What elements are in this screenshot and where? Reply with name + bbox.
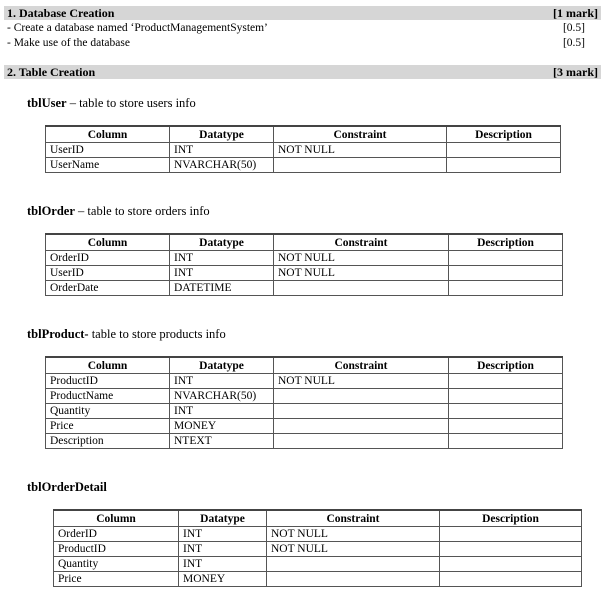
header-constraint: Constraint [274,357,449,374]
table-row [54,572,582,587]
table-row [46,143,561,158]
table-tblorderdetail [53,509,582,587]
cell-description [449,374,563,389]
cell-description [440,557,582,572]
header-description: Description [449,234,563,251]
cell-datatype: INT [179,527,267,542]
header-constraint: Constraint [274,126,447,143]
cell-column: UserID [46,266,170,281]
table-tblorder [45,233,563,296]
cell-column: Quantity [46,404,170,419]
header-datatype: Datatype [170,126,274,143]
cell-column: UserName [46,158,170,173]
cell-column: ProductName [46,389,170,404]
cell-constraint [274,419,449,434]
section-1-title: 1. Database Creation [7,6,115,20]
cell-description [449,434,563,449]
cell-description [449,389,563,404]
table-caption: – table to store orders info [74,204,210,218]
table-tblproduct [45,356,563,449]
header-datatype: Datatype [170,357,274,374]
task-use-database-score: [0.5] [562,37,585,49]
cell-constraint: NOT NULL [274,266,449,281]
table-row [46,158,561,173]
cell-datatype: INT [170,143,274,158]
task-create-database: - Create a database named ‘ProductManagementSystem’ [7,22,268,34]
cell-column: ProductID [46,374,170,389]
header-datatype: Datatype [170,234,274,251]
cell-description [449,266,563,281]
cell-constraint: NOT NULL [267,527,440,542]
cell-description [449,404,563,419]
cell-constraint [274,281,449,296]
table-name: tblUser [27,96,67,110]
section-2-marks: [3 mark] [553,65,598,79]
table-row [46,389,563,404]
header-column: Column [46,126,170,143]
cell-description [440,572,582,587]
cell-column: OrderID [46,251,170,266]
table-row [54,557,582,572]
cell-datatype: DATETIME [170,281,274,296]
table-row [46,374,563,389]
cell-description [440,527,582,542]
cell-description [449,419,563,434]
cell-column: Description [46,434,170,449]
cell-description [449,281,563,296]
cell-datatype: MONEY [179,572,267,587]
cell-constraint: NOT NULL [267,542,440,557]
table-caption: – table to store users info [66,96,196,110]
cell-datatype: INT [170,404,274,419]
cell-column: UserID [46,143,170,158]
cell-constraint [274,158,447,173]
table-row [46,266,563,281]
header-datatype: Datatype [179,510,267,527]
section-1-marks: [1 mark] [553,6,598,20]
cell-description [440,542,582,557]
table-name: tblProduct- [27,327,89,341]
cell-datatype: INT [170,251,274,266]
cell-datatype: NVARCHAR(50) [170,158,274,173]
cell-datatype: INT [170,374,274,389]
table-row [46,251,563,266]
cell-constraint [274,434,449,449]
cell-datatype: NVARCHAR(50) [170,389,274,404]
header-description: Description [447,126,561,143]
cell-column: OrderID [54,527,179,542]
table-title-tbluser [27,95,196,111]
section-2-title: 2. Table Creation [7,65,96,79]
cell-constraint [267,557,440,572]
cell-constraint: NOT NULL [274,143,447,158]
header-description: Description [449,357,563,374]
header-description: Description [440,510,582,527]
cell-constraint [274,404,449,419]
table-name: tblOrderDetail [27,480,107,494]
header-constraint: Constraint [267,510,440,527]
section-2-header [4,65,601,79]
cell-datatype: INT [170,266,274,281]
cell-constraint [267,572,440,587]
table-title-tblorder [27,203,210,219]
header-column: Column [46,234,170,251]
cell-column: Price [54,572,179,587]
header-constraint: Constraint [274,234,449,251]
table-row [46,419,563,434]
cell-datatype: NTEXT [170,434,274,449]
cell-constraint [274,389,449,404]
cell-description [447,158,561,173]
table-name: tblOrder [27,204,75,218]
cell-constraint: NOT NULL [274,251,449,266]
table-row [46,434,563,449]
cell-datatype: MONEY [170,419,274,434]
task-create-database-score: [0.5] [562,22,585,34]
header-column: Column [54,510,179,527]
table-row [54,542,582,557]
table-caption: table to store products info [88,327,226,341]
task-use-database: - Make use of the database [7,37,130,49]
cell-column: ProductID [54,542,179,557]
cell-description [447,143,561,158]
table-title-tblproduct [27,326,226,342]
section-1-header [4,6,601,20]
header-column: Column [46,357,170,374]
table-title-tblorderdetail [27,479,107,495]
table-row [54,527,582,542]
table-tbluser [45,125,561,173]
cell-datatype: INT [179,557,267,572]
cell-column: Quantity [54,557,179,572]
table-row [46,281,563,296]
cell-column: Price [46,419,170,434]
table-row [46,404,563,419]
cell-constraint: NOT NULL [274,374,449,389]
cell-column: OrderDate [46,281,170,296]
cell-description [449,251,563,266]
cell-datatype: INT [179,542,267,557]
